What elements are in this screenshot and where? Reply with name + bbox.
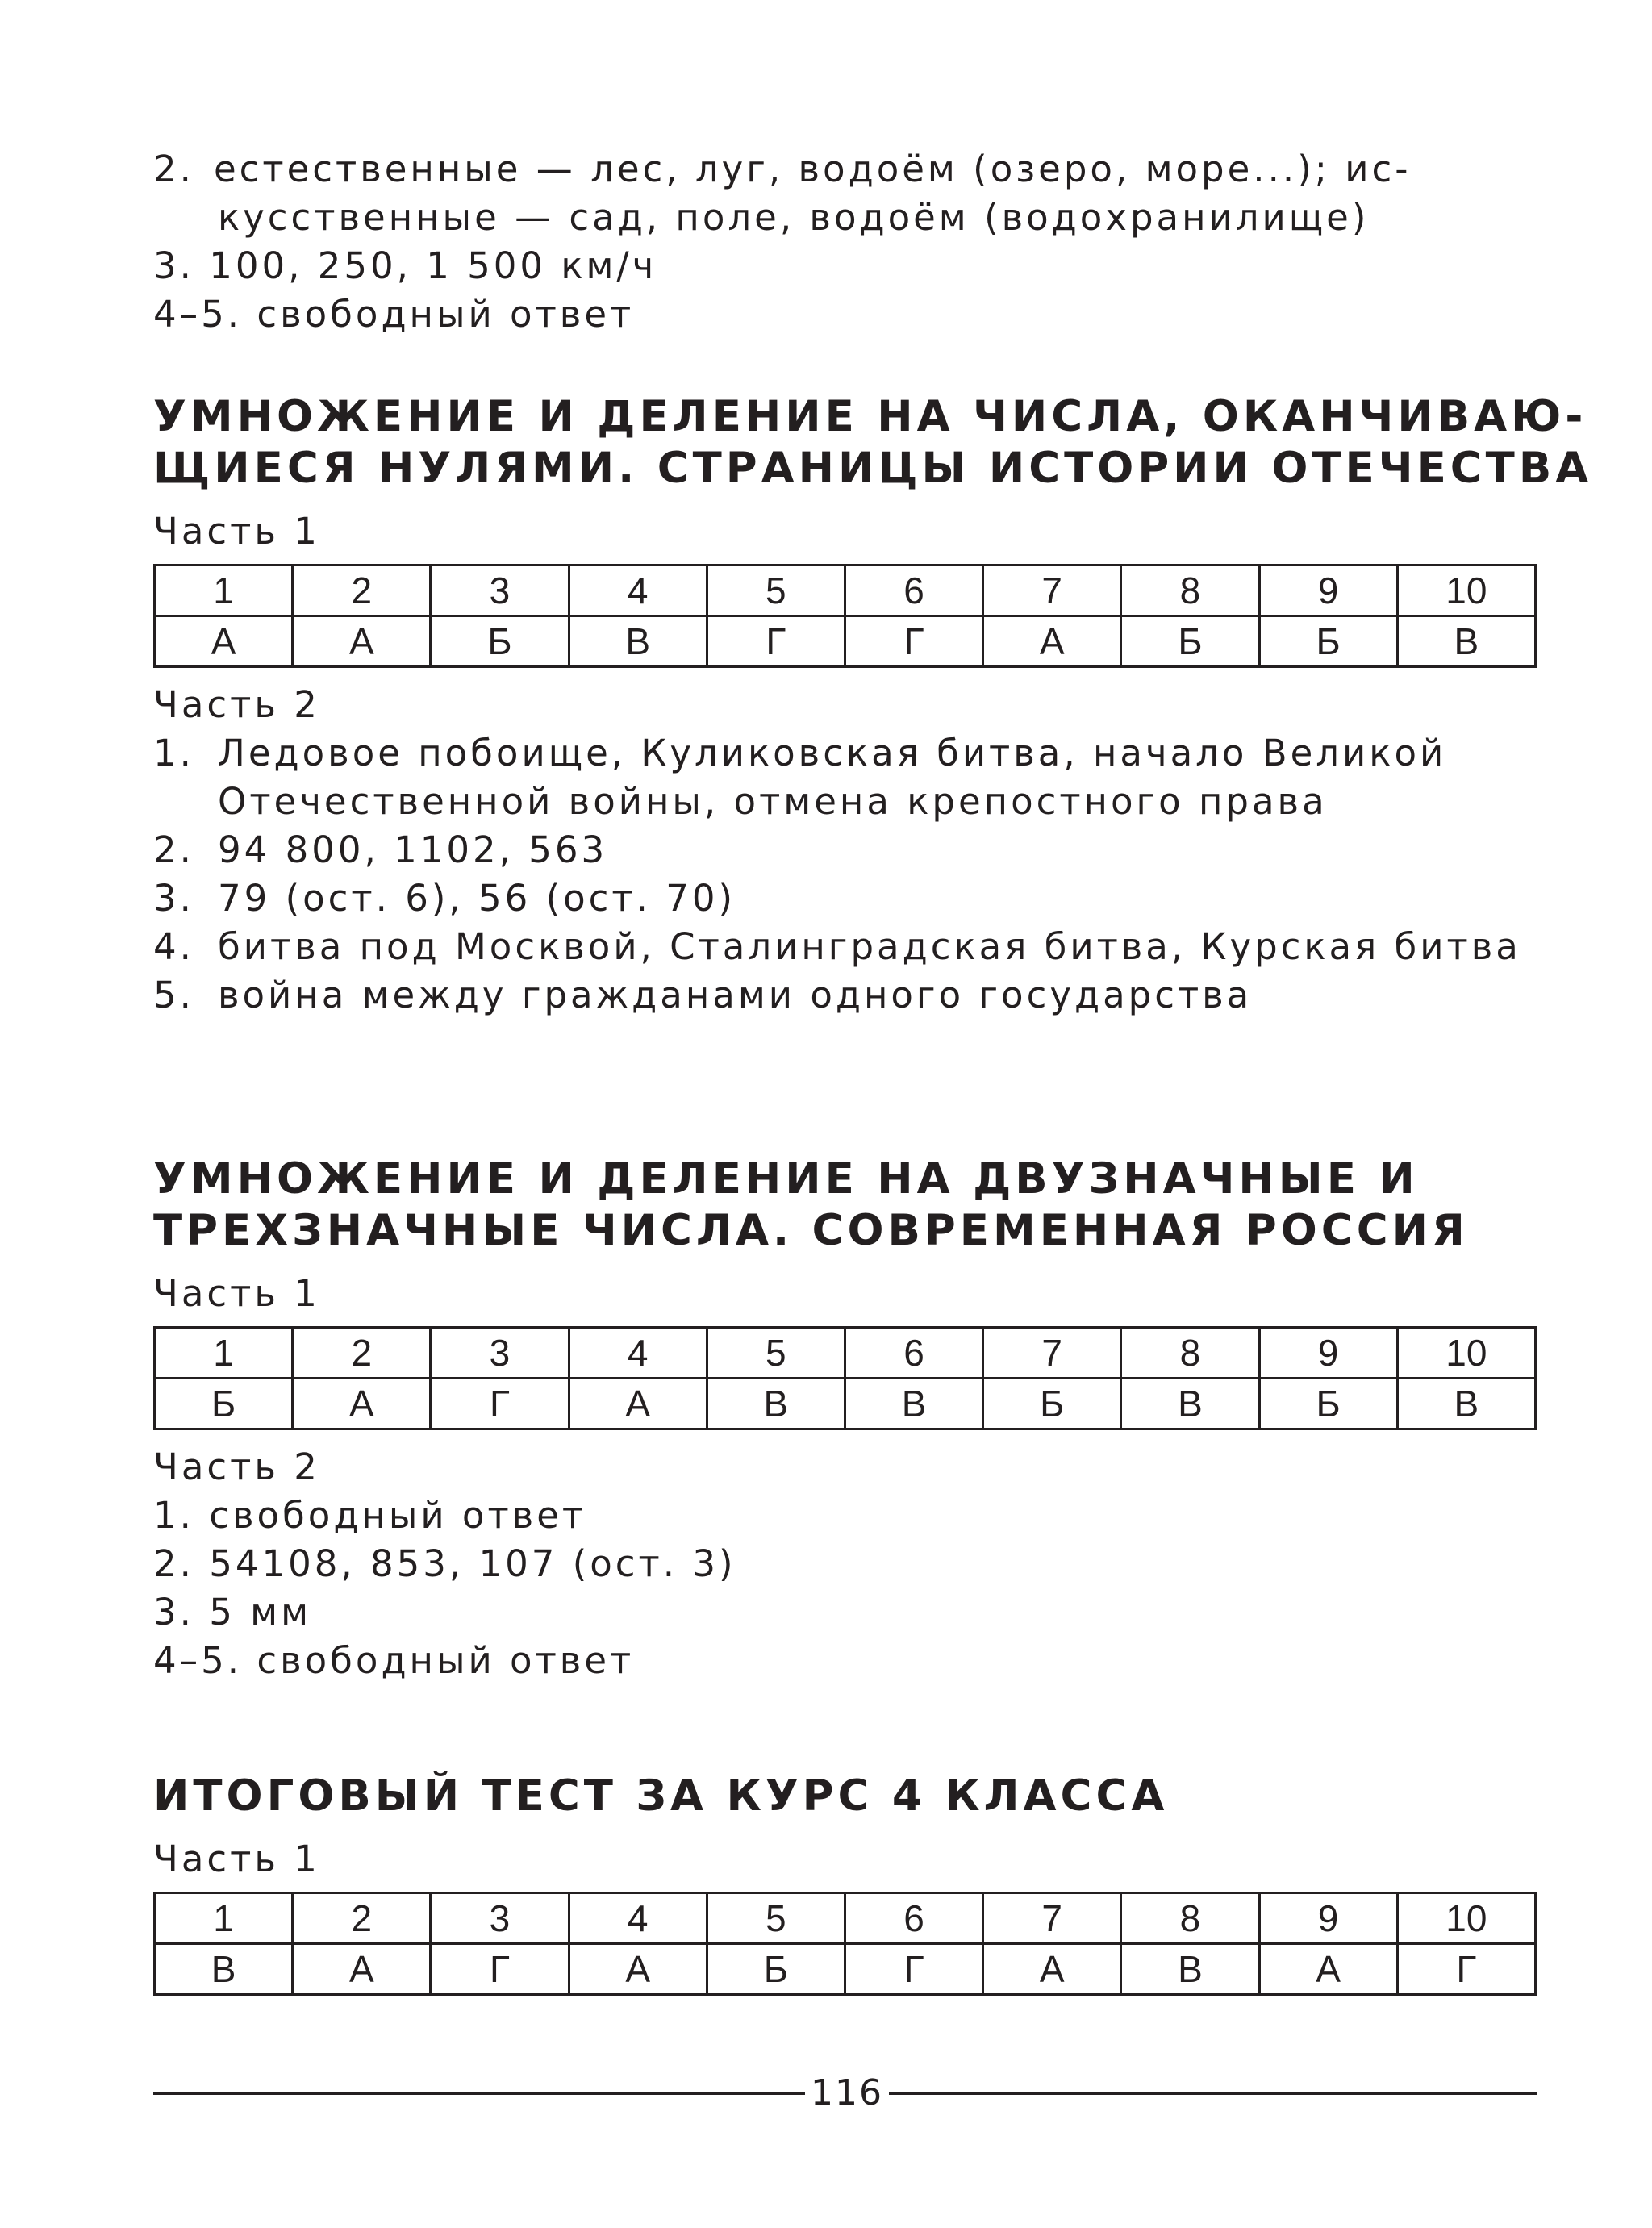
table-cell: В (569, 616, 707, 667)
table-cell: В (1121, 1944, 1259, 1995)
section-title: УМНОЖЕНИЕ И ДЕЛЕНИЕ НА ДВУЗНАЧНЫЕ И (153, 1154, 1419, 1204)
table-cell: Б (431, 616, 569, 667)
section-title: ЩИЕСЯ НУЛЯМИ. СТРАНИЦЫ ИСТОРИИ ОТЕЧЕСТВА (153, 444, 1593, 493)
table-row-answers (155, 1944, 1536, 1995)
answer-item: 1. свободный ответ (153, 1494, 587, 1537)
table-cell: 1 (155, 1328, 293, 1379)
table-row-answers (155, 616, 1536, 667)
table-cell: 4 (569, 1893, 707, 1944)
footer-rule-right (889, 2092, 1537, 2095)
table-cell: А (293, 1379, 431, 1429)
table-cell: 9 (1259, 1328, 1397, 1379)
table-row-numbers (155, 1893, 1536, 1944)
answer-item (153, 971, 1592, 1020)
page-number: 116 (811, 2072, 883, 2113)
table-cell: А (293, 1944, 431, 1995)
table-cell: А (983, 616, 1121, 667)
table-cell: Б (983, 1379, 1121, 1429)
item-text-line: естественные — лес, луг, водоём (озеро, море...); ис- (213, 148, 1412, 190)
item-text: 79 (ост. 6), 56 (ост. 70) (218, 877, 736, 920)
answers-table (153, 564, 1537, 668)
table-cell: 4 (569, 1328, 707, 1379)
part-label: Часть 2 (153, 683, 320, 726)
section-title: УМНОЖЕНИЕ И ДЕЛЕНИЕ НА ЧИСЛА, ОКАНЧИВАЮ- (153, 392, 1587, 441)
table-cell: Г (845, 616, 982, 667)
table-cell: В (1397, 1379, 1535, 1429)
item-text: битва под Москвой, Сталинградская битва, Курская битва (218, 925, 1521, 968)
table-cell: А (983, 1944, 1121, 1995)
answer-item-3: 3. 100, 250, 1 500 км/ч (153, 244, 657, 287)
table-cell: Г (431, 1944, 569, 1995)
table-cell: 9 (1259, 1893, 1397, 1944)
table-cell: 10 (1397, 565, 1535, 616)
table-cell: А (293, 616, 431, 667)
table-cell: 6 (845, 1328, 982, 1379)
section-title: ТРЕХЗНАЧНЫЕ ЧИСЛА. СОВРЕМЕННАЯ РОССИЯ (153, 1206, 1469, 1255)
table-cell: Б (1259, 616, 1397, 667)
table-cell: 1 (155, 565, 293, 616)
answer-item-4-5: 4–5. свободный ответ (153, 293, 635, 336)
table-cell: 5 (707, 565, 845, 616)
table-cell: Б (1259, 1379, 1397, 1429)
table-cell: А (1259, 1944, 1397, 1995)
table-cell: 3 (431, 1893, 569, 1944)
section-title: ИТОГОВЫЙ ТЕСТ ЗА КУРС 4 КЛАССА (153, 1771, 1169, 1821)
item-number: 4. (153, 925, 194, 968)
table-cell: Г (1397, 1944, 1535, 1995)
answer-item (153, 923, 1592, 971)
table-cell: 5 (707, 1893, 845, 1944)
answer-item: 4–5. свободный ответ (153, 1639, 635, 1682)
table-cell: 10 (1397, 1893, 1535, 1944)
table-cell: Г (431, 1379, 569, 1429)
part-label: Часть 1 (153, 510, 320, 553)
table-cell: 5 (707, 1328, 845, 1379)
table-cell: 1 (155, 1893, 293, 1944)
item-number: 2. (153, 828, 194, 871)
part-label: Часть 1 (153, 1272, 320, 1315)
section-2 (153, 1154, 1537, 1685)
answer-item (153, 826, 1592, 874)
table-cell: 3 (431, 565, 569, 616)
part-label: Часть 1 (153, 1838, 320, 1880)
table-cell: В (1397, 616, 1535, 667)
table-cell: В (1121, 1379, 1259, 1429)
table-cell: 7 (983, 565, 1121, 616)
table-cell: 2 (293, 1328, 431, 1379)
table-cell: 2 (293, 565, 431, 616)
item-number: 3. (153, 877, 194, 920)
item-text: война между гражданами одного государства (218, 974, 1253, 1016)
answer-item: 2. 54108, 853, 107 (ост. 3) (153, 1542, 736, 1585)
table-cell: 4 (569, 565, 707, 616)
table-cell: Г (707, 616, 845, 667)
table-cell: 6 (845, 565, 982, 616)
table-cell: 2 (293, 1893, 431, 1944)
table-cell: Б (155, 1379, 293, 1429)
table-row-answers (155, 1379, 1536, 1429)
answer-item (153, 874, 1592, 923)
item-number: 5. (153, 974, 194, 1016)
table-cell: 7 (983, 1893, 1121, 1944)
table-cell: 8 (1121, 565, 1259, 616)
table-row-numbers (155, 565, 1536, 616)
table-row-numbers (155, 1328, 1536, 1379)
table-cell: В (155, 1944, 293, 1995)
table-cell: 7 (983, 1328, 1121, 1379)
answer-item (153, 729, 1592, 826)
table-cell: 8 (1121, 1893, 1259, 1944)
footer-rule-left (153, 2092, 805, 2095)
answers-table (153, 1326, 1537, 1430)
section-1 (153, 391, 1592, 1020)
table-cell: 8 (1121, 1328, 1259, 1379)
answer-item-2 (153, 145, 1411, 194)
answer-item: 3. 5 мм (153, 1591, 312, 1633)
table-cell: А (155, 616, 293, 667)
answers-table (153, 1892, 1537, 1996)
table-cell: В (707, 1379, 845, 1429)
table-cell: В (845, 1379, 982, 1429)
item-text: Ледовое побоище, Куликовская битва, начало Великой Отечественной войны, отмена крепостного права (218, 732, 1447, 823)
table-cell: А (569, 1379, 707, 1429)
table-cell: Б (707, 1944, 845, 1995)
item-text: 94 800, 1102, 563 (218, 828, 608, 871)
page-footer (153, 2065, 1537, 2122)
table-cell: А (569, 1944, 707, 1995)
table-cell: Г (845, 1944, 982, 1995)
part-label: Часть 2 (153, 1446, 320, 1488)
item-number: 1. (153, 732, 194, 774)
table-cell: 6 (845, 1893, 982, 1944)
table-cell: Б (1121, 616, 1259, 667)
item-text-line: кусственные — сад, поле, водоём (водохранилище) (218, 196, 1370, 239)
intro-answers (153, 145, 1411, 339)
table-cell: 10 (1397, 1328, 1535, 1379)
table-cell: 9 (1259, 565, 1397, 616)
table-cell: 3 (431, 1328, 569, 1379)
section-3 (153, 1771, 1537, 1996)
item-number: 2. (153, 148, 194, 190)
